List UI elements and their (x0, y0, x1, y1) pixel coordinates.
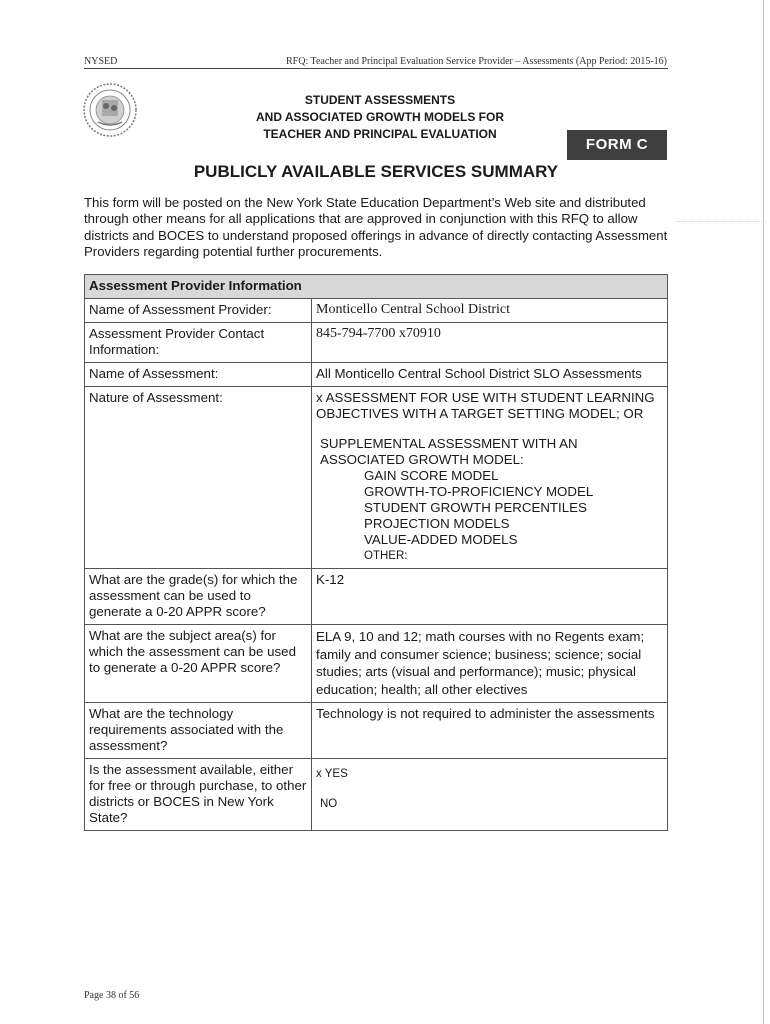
form-badge: FORM C (567, 130, 667, 160)
header-left: NYSED (84, 56, 118, 67)
table-row (85, 625, 668, 703)
nature-option-slo: x ASSESSMENT FOR USE WITH STUDENT LEARNING OBJECTIVES WITH A TARGET SETTING MODEL; OR (316, 390, 655, 421)
scan-artifact (676, 221, 766, 222)
technology-value: Technology is not required to administer the assessments (312, 703, 668, 759)
availability-label: Is the assessment available, either for free or through purchase, to other districts or BOCES in New York State? (85, 759, 312, 831)
subjects-label: What are the subject area(s) for which the assessment can be used to generate a 0-20 APPR score? (85, 625, 312, 703)
growth-model-option: GROWTH-TO-PROFICIENCY MODEL (364, 484, 594, 499)
contact-value: 845-794-7700 x70910 (312, 323, 668, 363)
nature-label: Nature of Assessment: (85, 387, 312, 569)
table-row (85, 569, 668, 625)
subjects-value: ELA 9, 10 and 12; math courses with no Regents exam; family and consumer science; business; science; social studies; arts (visual and performance); music; physical education; health; all other electives (312, 625, 668, 703)
grades-label: What are the grade(s) for which the assessment can be used to generate a 0-20 APPR score? (85, 569, 312, 625)
nys-seal-icon (82, 82, 138, 138)
header-rule (84, 68, 668, 69)
table-row (85, 759, 668, 831)
page-edge-line (763, 0, 764, 1024)
assessment-name-label: Name of Assessment: (85, 363, 312, 387)
table-row (85, 363, 668, 387)
contact-label: Assessment Provider Contact Information: (85, 323, 312, 363)
title-line-3: TEACHER AND PRINCIPAL EVALUATION (263, 127, 497, 141)
provider-name-label: Name of Assessment Provider: (85, 299, 312, 323)
nature-option-supplemental: SUPPLEMENTAL ASSESSMENT WITH AN ASSOCIATED GROWTH MODEL: (320, 436, 578, 467)
table-row (85, 323, 668, 363)
page-number: Page 38 of 56 (84, 990, 140, 1001)
growth-model-option: VALUE-ADDED MODELS (364, 532, 518, 547)
growth-model-option: PROJECTION MODELS (364, 516, 510, 531)
intro-paragraph: This form will be posted on the New York State Education Department’s Web site and distributed through other means for all applications that are approved in conjunction with this RFQ to allow districts and BOCES to understand proposed offerings in advance of directly contacting Assessment Providers regarding potential further procurements. (84, 195, 668, 259)
availability-no: NO (320, 798, 338, 810)
provider-name-value: Monticello Central School District (312, 299, 668, 323)
document-title-block (240, 92, 520, 143)
section-header: Assessment Provider Information (85, 275, 668, 299)
table-header-row (85, 275, 668, 299)
nature-value (312, 387, 668, 569)
title-line-2: AND ASSOCIATED GROWTH MODELS FOR (256, 110, 504, 124)
assessment-name-value: All Monticello Central School District SLO Assessments (312, 363, 668, 387)
availability-value (312, 759, 668, 831)
header-right: RFQ: Teacher and Principal Evaluation Service Provider – Assessments (App Period: 2015-16) (286, 56, 667, 67)
title-line-1: STUDENT ASSESSMENTS (304, 93, 456, 107)
provider-info-table (84, 274, 668, 831)
table-row (85, 387, 668, 569)
table-row (85, 703, 668, 759)
technology-label: What are the technology requirements associated with the assessment? (85, 703, 312, 759)
growth-model-option: OTHER: (364, 550, 408, 562)
growth-model-option: STUDENT GROWTH PERCENTILES (364, 500, 587, 515)
grades-value: K-12 (312, 569, 668, 625)
growth-model-option: GAIN SCORE MODEL (364, 468, 499, 483)
availability-yes: x YES (316, 768, 348, 780)
table-row (85, 299, 668, 323)
page-title: PUBLICLY AVAILABLE SERVICES SUMMARY (193, 162, 559, 181)
